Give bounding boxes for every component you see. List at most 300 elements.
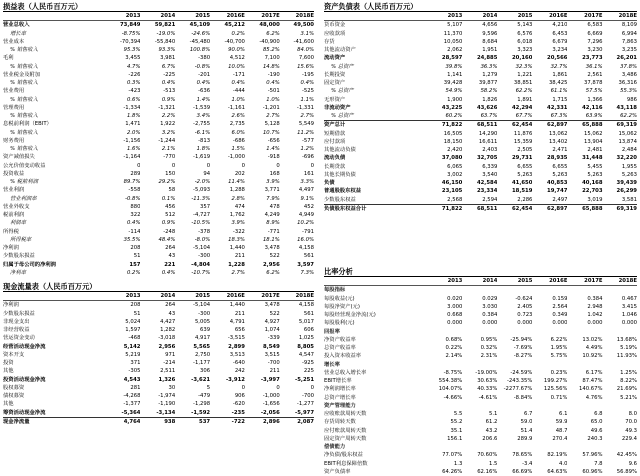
- year-header-cell: 2018E: [603, 277, 637, 286]
- value-cell: 199.27%: [543, 378, 568, 384]
- ratios-row: [324, 435, 637, 443]
- value-cell: 1,861: [552, 71, 568, 78]
- income-row: [3, 228, 314, 236]
- value-cell: -2,056: [260, 409, 280, 416]
- value-cell: 22,703: [582, 188, 603, 195]
- value-cell: 2,062: [447, 47, 463, 53]
- value-cell: 1,471: [125, 121, 141, 128]
- value-cell: 11.4%: [228, 179, 245, 185]
- value-cell: 6,576: [517, 30, 533, 37]
- value-cell: 1.5: [488, 460, 498, 467]
- row-label: 投资收益: [3, 170, 25, 177]
- value-cell: -10.7%: [191, 269, 211, 276]
- value-cell: -8.0%: [194, 236, 211, 243]
- value-cell: 43: [168, 310, 176, 317]
- income-statement-table: [3, 12, 314, 277]
- value-cell: 1.3: [453, 460, 463, 467]
- row-label: 资产总计: [324, 121, 427, 130]
- value-cell: 68,511: [462, 121, 497, 130]
- ratios-row: [324, 451, 637, 459]
- value-cell: 6.8: [594, 411, 603, 417]
- value-cell: 62,897: [532, 121, 567, 130]
- value-cell: 13.68%: [616, 336, 637, 343]
- row-label: % 销售收入: [10, 146, 38, 152]
- value-cell: 5,263: [587, 171, 603, 178]
- value-cell: 68,511: [462, 204, 497, 213]
- value-cell: 3,981: [160, 55, 176, 62]
- value-cell: 5,455: [587, 163, 603, 170]
- value-cell: 49.3: [625, 427, 637, 434]
- value-cell: 14,290: [478, 130, 498, 137]
- value-cell: [462, 361, 497, 369]
- value-cell: [427, 286, 462, 295]
- value-cell: 3,323: [517, 47, 533, 53]
- value-cell: 3.2%: [161, 129, 176, 136]
- value-cell: 42.45%: [616, 452, 637, 459]
- value-cell: 0.2%: [231, 30, 245, 37]
- value-cell: [603, 361, 637, 369]
- row-label: 投资活动现金净流: [3, 376, 46, 383]
- value-cell: 3,002: [447, 171, 463, 178]
- value-cell: 0: [206, 162, 211, 169]
- ratios-row: [324, 295, 637, 303]
- value-cell: [532, 328, 567, 336]
- cashflow-row: [3, 334, 314, 342]
- value-cell: 0.4%: [161, 269, 176, 276]
- value-cell: 6.1: [559, 411, 568, 417]
- value-cell: 0.000: [482, 320, 498, 327]
- value-cell: 5,263: [621, 171, 637, 178]
- ratios-row: [324, 286, 637, 295]
- value-cell: 5,005: [194, 318, 211, 325]
- value-cell: 371: [130, 360, 141, 366]
- value-cell: 3,478: [264, 245, 280, 251]
- value-cell: [427, 402, 462, 410]
- row-label: EBIT利息保障倍数: [324, 460, 368, 467]
- income-row: [3, 153, 314, 161]
- value-cell: 6.7%: [161, 63, 176, 70]
- ratio-analysis-title: 比率分析: [324, 267, 637, 277]
- value-cell: 73,849: [120, 22, 141, 29]
- value-cell: 1,440: [229, 245, 245, 251]
- value-cell: 104.07%: [438, 386, 463, 393]
- value-cell: -620: [232, 401, 245, 408]
- value-cell: -1,244: [158, 137, 176, 144]
- value-cell: 2,481: [587, 147, 603, 153]
- value-cell: -3,134: [156, 409, 176, 416]
- value-cell: 2.0%: [126, 129, 141, 136]
- ratios-row: [324, 394, 637, 402]
- balance-row: [324, 79, 637, 87]
- value-cell: 2.7%: [300, 113, 314, 119]
- value-cell: 7,296: [587, 38, 603, 45]
- income-row: [3, 244, 314, 252]
- value-cell: 1.6%: [126, 146, 141, 152]
- value-cell: 24,885: [476, 55, 498, 62]
- year-header-cell: 2013: [427, 12, 462, 21]
- cashflow-row: [3, 400, 314, 408]
- row-label: 每股净资产(元): [324, 303, 360, 310]
- value-cell: 0: [137, 162, 141, 169]
- value-cell: -4,268: [123, 393, 141, 399]
- value-cell: 3,235: [621, 47, 637, 53]
- value-cell: -8.27%: [513, 353, 533, 360]
- row-label: % 销售收入: [10, 113, 38, 119]
- value-cell: 39,428: [443, 80, 463, 86]
- value-cell: 456: [165, 203, 176, 210]
- year-header-cell: 2013: [106, 292, 141, 301]
- value-cell: 5.5: [453, 411, 463, 417]
- value-cell: 23,334: [476, 188, 498, 195]
- row-label: 资产减值损失: [3, 154, 35, 161]
- value-cell: 14.8%: [262, 63, 280, 70]
- value-cell: 11,876: [513, 130, 533, 137]
- value-cell: 18,519: [511, 188, 533, 195]
- row-label: % 销售收入: [10, 47, 38, 53]
- value-cell: 46,150: [441, 180, 463, 186]
- value-cell: 4,158: [298, 302, 314, 309]
- value-cell: 89.7%: [123, 179, 141, 185]
- value-cell: -1,619: [193, 154, 211, 161]
- cashflow-row: [3, 376, 314, 384]
- value-cell: -1,334: [123, 104, 141, 111]
- value-cell: [567, 286, 602, 295]
- row-label: 负债: [324, 180, 335, 186]
- value-cell: 6,583: [587, 22, 603, 29]
- value-cell: 2,750: [194, 351, 211, 358]
- value-cell: 36,316: [618, 80, 637, 86]
- value-cell: -813: [198, 137, 211, 144]
- row-label: 债权募资: [3, 393, 25, 399]
- value-cell: -225: [163, 71, 176, 78]
- cashflow-statement-panel: [3, 282, 314, 426]
- value-cell: 16.0%: [297, 236, 314, 243]
- value-cell: 537: [175, 417, 210, 426]
- value-cell: 62.2%: [620, 113, 637, 119]
- value-cell: 5.75%: [550, 353, 568, 360]
- value-cell: 125.56%: [543, 386, 568, 393]
- row-label: 营业税金及附加: [3, 71, 41, 78]
- value-cell: -380: [198, 55, 211, 62]
- balance-row: [324, 204, 637, 213]
- income-row: [3, 211, 314, 219]
- value-cell: [603, 328, 637, 336]
- value-cell: -114: [128, 228, 141, 235]
- income-row: [3, 195, 314, 203]
- row-label: EBIT增长率: [324, 378, 352, 384]
- ratios-row: [324, 410, 637, 418]
- value-cell: 1.4%: [266, 146, 280, 152]
- value-cell: 3,478: [264, 302, 280, 309]
- value-cell: 1,900: [447, 96, 463, 103]
- value-cell: 84.0%: [297, 47, 314, 53]
- value-cell: -10.5%: [191, 220, 211, 227]
- value-cell: 168: [269, 170, 280, 177]
- value-cell: 55.3%: [620, 88, 637, 95]
- value-cell: 206.6: [482, 435, 498, 442]
- value-cell: 32,705: [476, 155, 498, 162]
- value-cell: 5.1: [488, 411, 498, 417]
- value-cell: 2,899: [228, 343, 245, 350]
- value-cell: 40.33%: [477, 386, 498, 393]
- value-cell: 6,994: [621, 30, 637, 37]
- ratios-row: [324, 468, 637, 476]
- value-cell: -444: [232, 88, 245, 95]
- income-row: [3, 162, 314, 170]
- value-cell: 3.4%: [196, 113, 211, 119]
- cashflow-statement-title: 现金流量表（人民币百万元）: [3, 282, 314, 292]
- value-cell: 0.3%: [126, 80, 141, 86]
- value-cell: 43,626: [476, 104, 498, 111]
- value-cell: -1,164: [123, 154, 141, 161]
- value-cell: 7.8: [594, 460, 603, 467]
- value-cell: 3.1%: [300, 30, 314, 37]
- value-cell: 1,826: [482, 96, 498, 103]
- value-cell: 1,228: [228, 261, 245, 268]
- cashflow-row: [3, 367, 314, 375]
- value-cell: 0: [276, 162, 280, 169]
- value-cell: 5,107: [447, 22, 463, 29]
- value-cell: 3,771: [264, 187, 280, 194]
- value-cell: 4,497: [298, 187, 314, 194]
- value-cell: 3,540: [482, 171, 498, 178]
- value-cell: 1,922: [160, 121, 176, 128]
- value-cell: 4.0: [559, 460, 568, 467]
- value-cell: -25.94%: [510, 336, 533, 343]
- value-cell: 1,951: [482, 47, 498, 53]
- value-cell: 6,065: [447, 163, 463, 170]
- value-cell: 15.6%: [297, 63, 314, 70]
- year-header-cell: 2014: [140, 12, 175, 21]
- row-label: 应收账款周转天数: [324, 411, 367, 417]
- row-label: 少数股东权益: [324, 196, 356, 203]
- cashflow-header-row: [3, 292, 314, 301]
- value-cell: 65,888: [567, 204, 602, 213]
- cashflow-row: [3, 326, 314, 334]
- value-cell: 0.4%: [231, 80, 245, 86]
- value-cell: 2,594: [482, 196, 498, 203]
- value-cell: 522: [269, 310, 280, 317]
- value-cell: 221: [164, 261, 176, 268]
- value-cell: 4,791: [229, 318, 245, 325]
- value-cell: 2.948: [587, 303, 603, 310]
- row-label: % 总资产: [331, 88, 354, 95]
- value-cell: [603, 286, 637, 295]
- value-cell: 0.4%: [266, 80, 280, 86]
- ratios-row: [324, 319, 637, 327]
- value-cell: 4,158: [298, 245, 314, 251]
- value-cell: 60.2%: [445, 113, 463, 119]
- value-cell: 6,018: [517, 38, 533, 45]
- value-cell: 5,263: [552, 171, 568, 178]
- balance-row: [324, 87, 637, 95]
- value-cell: -479: [198, 393, 211, 399]
- value-cell: 28,935: [547, 155, 568, 162]
- value-cell: 0.71%: [550, 394, 568, 401]
- value-cell: -2277.67%: [503, 386, 533, 393]
- value-cell: 3,486: [621, 71, 637, 78]
- row-label: 流动资产: [324, 55, 346, 62]
- value-cell: -5,364: [121, 409, 141, 416]
- value-cell: 4.49%: [585, 345, 603, 351]
- income-row: [3, 79, 314, 87]
- value-cell: 561: [303, 253, 314, 260]
- value-cell: 0.467: [621, 295, 637, 302]
- value-cell: 21.69%: [616, 386, 637, 393]
- value-cell: 0.000: [447, 320, 463, 327]
- row-label: % 销售收入: [10, 129, 38, 136]
- value-cell: 512: [165, 212, 176, 218]
- value-cell: 7,100: [264, 55, 280, 62]
- row-label: 少数股东损益: [3, 253, 35, 260]
- value-cell: 64.26%: [442, 468, 463, 475]
- value-cell: 2.2%: [161, 113, 176, 119]
- row-label: 营业外收支: [3, 203, 30, 210]
- value-cell: 2,561: [587, 71, 603, 78]
- header-corner-cell: [3, 12, 106, 21]
- balance-row: [324, 154, 637, 162]
- value-cell: 65.0: [590, 419, 603, 426]
- value-cell: 0.000: [587, 320, 603, 327]
- year-header-cell: 2016E: [532, 12, 567, 21]
- row-label: 存货: [324, 38, 335, 45]
- value-cell: 5,017: [298, 318, 314, 325]
- value-cell: [567, 328, 602, 336]
- income-row: [3, 178, 314, 186]
- value-cell: 1.2%: [300, 146, 314, 152]
- value-cell: 18.3%: [228, 236, 245, 243]
- value-cell: [567, 443, 602, 451]
- row-label: % 销售收入: [10, 80, 38, 86]
- ratios-row: [324, 311, 637, 319]
- value-cell: 13,904: [583, 138, 603, 145]
- value-cell: 1.0%: [266, 96, 280, 103]
- value-cell: -3,997: [260, 376, 280, 383]
- value-cell: 3,019: [587, 196, 603, 203]
- value-cell: 0.9%: [161, 220, 176, 227]
- year-header-cell: 2017E: [567, 12, 602, 21]
- value-cell: [497, 443, 532, 451]
- value-cell: -700: [301, 393, 314, 399]
- value-cell: 3.3%: [300, 179, 314, 185]
- value-cell: 2,568: [447, 196, 463, 203]
- value-cell: 9,596: [482, 30, 498, 37]
- value-cell: 0.95%: [480, 336, 498, 343]
- year-header-cell: 2017E: [245, 12, 280, 21]
- value-cell: 11.2%: [297, 129, 314, 136]
- value-cell: -300: [198, 310, 211, 317]
- value-cell: -201: [198, 71, 211, 78]
- value-cell: 242: [234, 368, 245, 375]
- value-cell: -40,700: [224, 38, 245, 45]
- value-cell: -1,190: [158, 401, 176, 408]
- value-cell: -8.75%: [443, 369, 463, 376]
- value-cell: 6,453: [552, 30, 568, 37]
- value-cell: 32.3%: [515, 63, 533, 70]
- value-cell: 5,219: [125, 351, 141, 358]
- value-cell: 29,731: [511, 155, 533, 162]
- row-label: 管理费用: [3, 104, 25, 111]
- row-label: 净负债/股东权益: [324, 452, 363, 459]
- value-cell: 2.564: [552, 303, 568, 310]
- value-cell: -8.75%: [121, 30, 141, 37]
- value-cell: -918: [267, 154, 280, 161]
- value-cell: 4,949: [298, 212, 314, 218]
- value-cell: -1,156: [123, 137, 141, 144]
- year-header-cell: 2017E: [567, 277, 602, 286]
- income-row: [3, 87, 314, 95]
- value-cell: 208: [130, 245, 141, 251]
- value-cell: 0.1%: [161, 195, 176, 202]
- value-cell: 4,764: [106, 417, 141, 426]
- value-cell: 51.4: [520, 427, 533, 434]
- value-cell: 1,074: [264, 327, 280, 333]
- cashflow-row: [3, 392, 314, 400]
- value-cell: 1,955: [621, 163, 637, 170]
- income-header-row: [3, 12, 314, 21]
- value-cell: 20,566: [547, 55, 568, 62]
- value-cell: 0: [310, 162, 314, 169]
- value-cell: 0.22%: [445, 345, 463, 351]
- income-row: [3, 203, 314, 211]
- value-cell: [497, 361, 532, 369]
- value-cell: 62,454: [497, 121, 532, 130]
- value-cell: 69,319: [603, 204, 637, 213]
- cashflow-row: [3, 310, 314, 318]
- value-cell: 39,439: [616, 180, 637, 186]
- value-cell: 1,282: [160, 327, 176, 333]
- value-cell: -8.84%: [513, 394, 533, 401]
- row-label: 其他长期负债: [324, 171, 356, 178]
- value-cell: -1,974: [158, 393, 176, 399]
- value-cell: 0.384: [587, 295, 603, 302]
- balance-row: [324, 138, 637, 146]
- value-cell: -1,321: [158, 104, 176, 111]
- cashflow-statement-table: [3, 292, 314, 426]
- value-cell: 306: [199, 368, 211, 375]
- value-cell: 5,549: [298, 121, 314, 128]
- value-cell: 5.21%: [620, 394, 637, 401]
- balance-sheet-title: 资产负债表（人民币百万元）: [324, 2, 637, 12]
- value-cell: -1,000: [227, 154, 245, 161]
- value-cell: 10.2%: [297, 220, 314, 227]
- value-cell: 281: [130, 384, 141, 391]
- row-label: 其他流动负债: [324, 147, 356, 153]
- value-cell: 11,370: [443, 30, 463, 37]
- row-label: 公允价值变动收益: [3, 162, 46, 169]
- balance-row: [324, 21, 637, 30]
- value-cell: 32,220: [616, 155, 637, 162]
- value-cell: 15,062: [583, 130, 603, 137]
- value-cell: 38,425: [548, 80, 568, 86]
- value-cell: 240.3: [587, 435, 603, 442]
- value-cell: 62.16%: [477, 468, 498, 475]
- value-cell: 161: [303, 170, 314, 177]
- value-cell: 39,877: [478, 80, 498, 86]
- value-cell: 0.6%: [126, 96, 141, 103]
- value-cell: 289: [130, 170, 141, 177]
- income-row: [3, 112, 314, 120]
- value-cell: 10.7%: [262, 129, 280, 136]
- value-cell: 63.7%: [480, 113, 498, 119]
- value-cell: -770: [163, 154, 176, 161]
- ratios-row: [324, 303, 637, 311]
- value-cell: 2,471: [552, 147, 568, 153]
- value-cell: -2,755: [193, 121, 211, 128]
- value-cell: 0.000: [517, 320, 533, 327]
- value-cell: -24.6%: [191, 30, 211, 37]
- value-cell: 4,512: [229, 55, 245, 62]
